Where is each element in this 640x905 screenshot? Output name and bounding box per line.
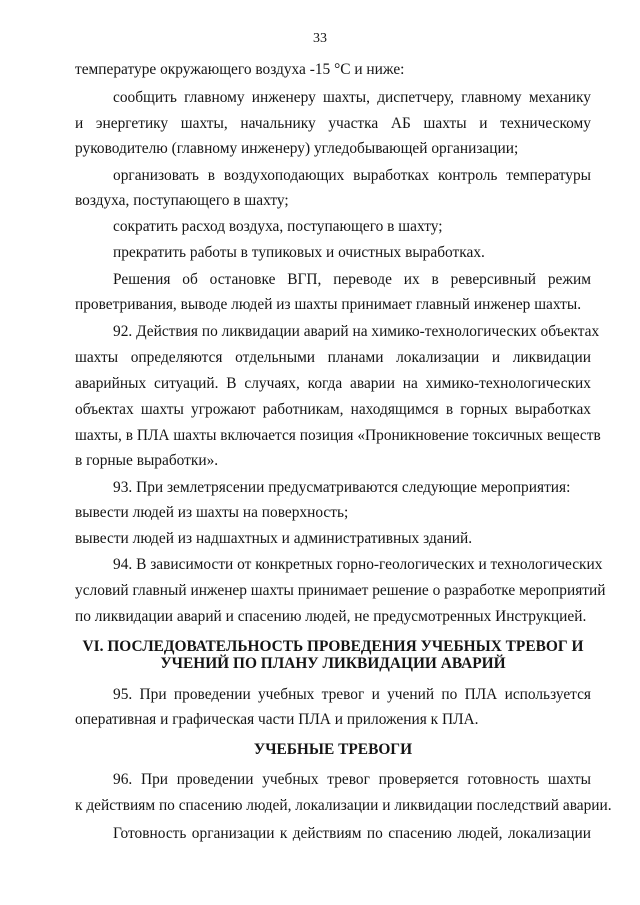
text-line: 94. В зависимости от конкретных горно-геологических и технологических — [113, 556, 603, 573]
text-line: Решения об остановке ВГП, переводе их в реверсивный режим — [113, 271, 591, 288]
text-line: оперативная и графическая части ПЛА и приложения к ПЛА. — [75, 711, 479, 728]
text-line: 95. При проведении учебных тревог и учений по ПЛА используется — [113, 686, 591, 703]
text-line: 93. При землетрясении предусматриваются следующие мероприятия: — [113, 479, 571, 496]
text-line: сократить расход воздуха, поступающего в шахту; — [113, 218, 443, 235]
text-line: температуре окружающего воздуха -15 °С и ниже: — [75, 61, 405, 78]
text-line: аварийных ситуаций. В случаях, когда аварии на химико-технологических — [75, 375, 591, 392]
text-line: объектах шахты угрожают работникам, находящимся в горных выработках — [75, 401, 591, 418]
page-number: 33 — [313, 31, 327, 46]
subheading: УЧЕБНЫЕ ТРЕВОГИ — [253, 741, 413, 758]
text-line: по ликвидации аварий и спасению людей, не предусмотренных Инструкцией. — [75, 608, 587, 625]
section-heading-line-2: УЧЕНИЙ ПО ПЛАНУ ЛИКВИДАЦИИ АВАРИЙ — [160, 655, 506, 672]
text-line: и энергетику шахты, начальнику участка АБ шахты и техническому — [75, 115, 591, 132]
text-line: 92. Действия по ликвидации аварий на химико-технологических объектах — [113, 323, 600, 340]
text-line: прекратить работы в тупиковых и очистных выработках. — [113, 244, 485, 261]
text-line: 96. При проведении учебных тревог проверяется готовность шахты — [113, 771, 591, 788]
text-line: вывести людей из надшахтных и административных зданий. — [75, 530, 473, 547]
text-line: Готовность организации к действиям по спасению людей, локализации — [113, 825, 591, 842]
text-line: шахты определяются отдельными планами локализации и ликвидации — [75, 349, 591, 366]
text-line: руководителю (главному инженеру) угледобывающей организации; — [75, 140, 519, 157]
text-line: вывести людей из шахты на поверхность; — [75, 504, 349, 521]
section-heading-line-1: VI. ПОСЛЕДОВАТЕЛЬНОСТЬ ПРОВЕДЕНИЯ УЧЕБНЫХ ТРЕВОГ И — [82, 638, 584, 655]
text-line: проветривания, выводе людей из шахты принимает главный инженер шахты. — [75, 296, 582, 313]
text-line: к действиям по спасению людей, локализации и ликвидации последствий аварии. — [75, 797, 612, 814]
text-line: воздуха, поступающего в шахту; — [75, 192, 289, 209]
text-line: в горные выработки». — [75, 452, 219, 469]
text-line: сообщить главному инженеру шахты, диспетчеру, главному механику — [113, 89, 591, 106]
text-line: организовать в воздухоподающих выработках контроль температуры — [113, 167, 591, 184]
text-line: условий главный инженер шахты принимает решение о разработке мероприятий — [75, 582, 606, 599]
text-line: шахты, в ПЛА шахты включается позиция «Проникновение токсичных веществ — [75, 427, 601, 444]
